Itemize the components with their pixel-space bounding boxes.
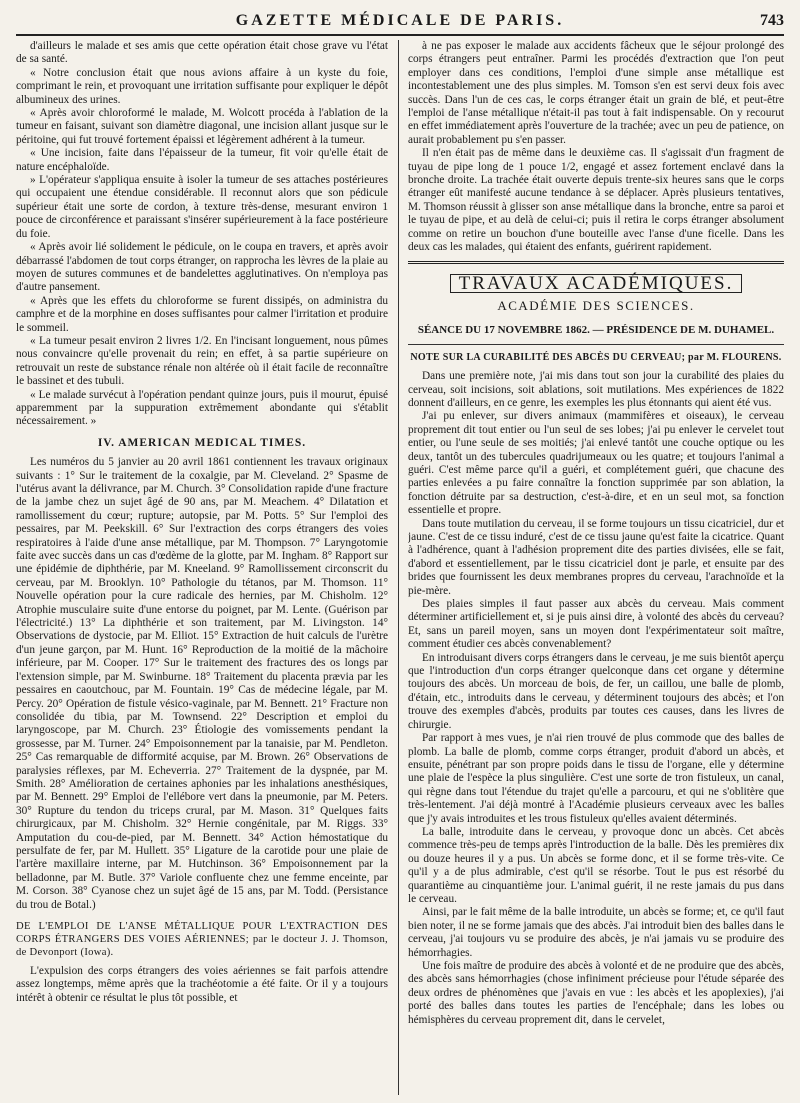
- article-title: DE L'EMPLOI DE L'ANSE MÉTALLIQUE POUR L'EXTRACTION DES CORPS ÉTRANGERS DES VOIES AÉRIENNES;: [16, 921, 388, 945]
- paragraph: Ainsi, par le fait même de la balle introduite, un abcès se forme; et, ce qu'il faut bien noter, il ne se forme jamais que des abcès. J'ai introduit bien des balles dans le cerveau, j'ai toujours vu se produire des abcès, je n'ai jamais vu se produire des hémorrhagies.: [408, 906, 784, 959]
- paragraph: Il n'en était pas de même dans le deuxième cas. Il s'agissait d'un fragment de tuyau de pipe long de 1 pouce 1/2, engagé et assez fortement enclavé dans la bronche droite. La trachée était ouverte depuis trente-six heures sans que le corps étranger eût manifesté aucune tendance à se déplacer. Après plusieurs tentatives, M. Thomson réussit à glisser son anse métallique dans la bronche, entre sa paroi et le tuyau de pipe, et au delà de celui-ci; puis il retira le corps étranger absolument comme on retire un bouchon d'une bouteille avec l'anse d'une ficelle. Dans les deux cas les malades, qui étaient des enfants, guérirent rapidement.: [408, 147, 784, 254]
- paragraph: « La tumeur pesait environ 2 livres 1/2. En l'incisant longuement, nous pûmes nous convaincre qu'elle provenait du rein; en effet, à sa partie supérieure on retrouvait un reste de substance rénale non altérée où il était facile de reconnaître le bassinet et des tubuli.: [16, 334, 388, 388]
- section-divider: [408, 261, 784, 264]
- paragraph: La balle, introduite dans le cerveau, y provoque donc un abcès. Cet abcès commence très-peu de temps après l'introduction de la balle. Dès les premières dix ou douze heures il y a pus. Un abcès se forme donc, et il se forme très-vite. Ce qu'il y a de plus admirable, c'est qu'il se résorbe. Tout le pus est résorbé du quarantième au cinquantième jour. L'animal guérit, il ne reste jamais du pus dans le cerveau.: [408, 825, 784, 905]
- seance-line: SÉANCE DU 17 NOVEMBRE 1862. — PRÉSIDENCE DE M. DUHAMEL.: [408, 324, 784, 344]
- column-rule: [398, 40, 399, 1095]
- paragraph: L'expulsion des corps étrangers des voies aériennes se fait parfois attendre assez longtemps, même après que la trachéotomie a été faite. Or il y a toujours intérêt à obtenir ce résultat le plus tôt possible, et: [16, 965, 388, 1004]
- paragraph: En introduisant divers corps étrangers dans le cerveau, je me suis bientôt aperçu que l'introduction d'un corps étranger quelconque dans cet organe y détermine toujours des abcès. Un morceau de bois, de fer, un caillou, une balle de plomb, d'étain, etc., introduits dans le cerveau, y déterminent toujours des abcès; et l'on trouve des exemples d'abcès, produits par toutes ces causes, dans les livres de chirurgie.: [408, 651, 784, 731]
- note-title: NOTE SUR LA CURABILITÉ DES ABCÈS DU CERVEAU; par M. FLOURENS.: [410, 351, 782, 363]
- paragraph: « Après que les effets du chloroforme se furent dissipés, on administra du camphre et de la morphine en doses suffisantes pour calmer l'irritation et produire le sommeil.: [16, 294, 388, 334]
- page-header: [16, 10, 784, 36]
- article-author: par le docteur J. J. Thomson, de Devonport (Iowa).: [16, 934, 388, 958]
- page-number: 743: [760, 12, 784, 29]
- paragraph: Dans toute mutilation du cerveau, il se forme toujours un tissu cicatriciel, dur et jaune. C'est de ce tissu induré, c'est de ce tissu jaune qu'est faite la cicatrice. Quant à l'adhérence, quant à l'adhésion proprement dite des parties divisées, elle se fait, d'abord et essentiellement, par le tissu cicatriciel dont je parle, et ensuite par des brides que fournissent les deux membranes propres du cerveau, l'arachnoïde et la pie-mère.: [408, 517, 784, 597]
- paragraph: d'ailleurs le malade et ses amis que cette opération était chose grave vu l'état de sa santé.: [16, 40, 388, 66]
- right-bottom-text: [408, 370, 784, 1027]
- academie-heading: ACADÉMIE DES SCIENCES.: [497, 297, 695, 313]
- paragraph: Dans une première note, j'ai mis dans tout son jour la curabilité des plaies du cerveau, soit incisions, soit ablations, soit mutilations. Mes expériences de 1822 donnent d'ailleurs, en ce genre, les exemples les plus étonnants qui aient été vus.: [408, 370, 784, 409]
- left-bottom-text: [16, 965, 388, 1005]
- right-top-text: [408, 40, 784, 255]
- paragraph: Par rapport à mes vues, je n'ai rien trouvé de plus commode que des balles de plomb. La balle de plomb, comme corps étranger, produit d'abord un abcès, et ensuite, pénétrant par son propre poids dans le tissu de l'organe, elle y détermine une plaie de l'espèce la plus singulière. C'est une sorte de tron fistuleux, un canal, qui règne dans tout l'étendue du trajet qu'elle a parcouru, et qui ne s'oblitère que très-lentement. J'ai déjà montré à l'Académie plusieurs cerveaux avec les balles que j'y avais introduites et les trous fistuleux qu'elles avaient déterminés.: [408, 732, 784, 825]
- anse-metallique-title: [16, 920, 388, 959]
- columns: [16, 40, 784, 1095]
- journal-title: GAZETTE MÉDICALE DE PARIS.: [235, 12, 565, 29]
- right-column: [408, 40, 784, 1095]
- american-times-paragraph: Les numéros du 5 janvier au 20 avril 1861 contiennent les travaux originaux suivants : 1° Sur le traitement de la coxalgie, par M. Cleveland. 2° Spasme de l'utérus avant la délivrance, par M. Church. 3° Consolidation rapide d'une fracture de la jambe chez un sujet âgé de 90 ans, par M. Meachem. 4° Dilatation et ramollissement du cœur; rupture; autopsie, par M. Potts. 5° Sur l'emploi des pessaires, par M. Peekskill. 6° Sur l'extraction des corps étrangers des voies respiratoires à l'aide d'une anse métallique, par M. Thompson. 7° Laryngotomie faite avec succès dans un cas d'œdème de la glotte, par M. Ingham. 8° Rapport sur une épidémie de diphthérie, par M. Kneeland. 9° Ramollissement circonscrit du cerveau, par M. Brooklyn. 10° Pathologie du tétanos, par M. Thomson. 11° Nouvelle opération pour la cure radicale des hernies, par M. Chisholm. 12° Atrophie musculaire suite d'une entorse du poignet, par M. Lente. (Guérison par l'électricité.) 13° La diphthérie et son traitement, par M. Livingston. 14° Observations de dystocie, par M. Elliot. 15° Extraction de huit calculs de l'urètre d'un jeune garçon, par M. Hunt. 16° Reproduction de la moitié de la mâchoire inférieure, par M. Cooper. 17° Sur le traitement des fractures des os longs par l'extension simple, par M. Swinburne. 18° Traitement du placenta prævia par les pessaires en caoutchouc, par M. Fountain. 19° Cas de médecine légale, par M. Percy. 20° Opération de fistule vésico-vaginale, par M. Bennett. 21° Fracture non consolidée du tibia, par M. Townsend. 22° Description et emploi du laryngoscope, par M. Church. 23° Étiologie des vomissements pendant la grossesse, par M. Turner. 24° Empoisonnement par la tanaisie, par M. Pendleton. 25° Cas remarquable de difformité acquise, par M. Brown. 26° Observations de paralysies réflexes, par M. Echeverria. 27° Traitement de la dyspnée, par M. Smith. 28° Amélioration de certaines aphonies par les inhalations anesthésiques, par M. Bennett. 29° Emploi de l'ellébore vert dans la pneumonie, par M. Peters. 30° Rupture du tendon du triceps crural, par M. Mason. 31° Quelques faits chirurgicaux, par M. Chisholm. 32° Hernie congénitale, par M. Riggs. 33° Amputation du cou-de-pied, par M. Bennett. 34° Action hémostatique du persulfate de fer, par M. Hullett. 35° Ligature de la carotide pour une plaie de l'artère maxillaire interne, par M. Hutchinson. 36° Empoisonnement par la belladonne, par M. Butle. 37° Variole confluente chez une femme enceinte, par M. Corson. 38° Cyanose chez un sujet âgé de 15 ans, par M. Todd. (Persistance du trou de Botal.): [16, 456, 388, 911]
- paragraph: J'ai pu enlever, sur divers animaux (mammifères et oiseaux), le cerveau proprement dit tout entier ou l'un seul de ses lobes; j'ai pu enlever le cervelet tout entier, ou l'une seule de ses moitiés; j'ai enlevé tantôt une couche optique ou les deux, tantôt un des tubercules quadrijumeaux ou les quatre; et toujours l'animal a guéri. C'est même parce qu'il a guéri, et complétement guéri, que chacune des parties enlevées a pu faire connaître la fonction supprimée par son ablation, la fonction détruite par sa destruction, c'est-à-dire, et en un seul mot, sa fonction essentielle et propre.: [408, 410, 784, 517]
- paragraph: « Après avoir lié solidement le pédicule, on le coupa en travers, et après avoir débarrassé l'abdomen de tout corps étranger, on rapprocha les lèvres de la plaie au moyen de sutures communes et de bandelettes agglutinatives. On n'employa pas d'autre pansement.: [16, 241, 388, 294]
- american-medical-times-heading: IV. AMERICAN MEDICAL TIMES.: [97, 436, 307, 449]
- paragraph: Des plaies simples il faut passer aux abcès du cerveau. Mais comment déterminer artificiellement et, si je puis ainsi dire, à volonté des abcès du cerveau? Et, sans un pareil moyen, sans un moyen dont l'expérimentateur soit maître, comment étudier ces abcès convenablement?: [408, 598, 784, 651]
- paragraph: « Une incision, faite dans l'épaisseur de la tumeur, fit voir qu'elle était de nature encéphaloïde.: [16, 147, 388, 173]
- paragraph: « Le malade survécut à l'opération pendant quinze jours, puis il mourut, épuisé apparemment par la suppuration extrêmement abondante qui s'établit nécessairement. »: [16, 388, 388, 428]
- travaux-academiques-heading: [408, 274, 784, 293]
- paragraph: « Après avoir chloroformé le malade, M. Wolcott procéda à l'ablation de la tumeur en faisant, suivant son diamètre diagonal, une incision allant jusque sur le péritoine, qui fut trouvé fortement épaissi et légèrement adhérent à la tumeur.: [16, 107, 388, 146]
- newspaper-page: [16, 10, 784, 1095]
- paragraph: Une fois maître de produire des abcès à volonté et de ne produire que des abcès, des abcès sans hémorrhagies (chose infiniment précieuse pour l'étude séparée des deux ordres de phénomènes que j'avais en vue : les abcès et les apoplexies), j'ai porté des balles dans toutes les parties de l'encéphale; dans les lobes ou hémisphères du cerveau proprement dit, dans le cervelet,: [408, 960, 784, 1026]
- left-top-text: [16, 40, 388, 429]
- left-column: [16, 40, 388, 1095]
- paragraph: à ne pas exposer le malade aux accidents fâcheux que le séjour prolongé des corps étrangers peut entraîner. Parmi les procédés d'extraction que l'on peut employer dans ces conditions, l'emploi d'une simple anse métallique est incontestablement une des plus simples. M. Tomson s'en est servi deux fois avec succès. Dans l'un de ces cas, le corps étranger était un grain de blé, et peut-être l'emploi de l'anse métallique n'était-il pas tout à fait indispensable. On y recourut en effet immédiatement après l'ouverture de la trachée; avec un peu de patience, on aurait probablement pu s'en passer.: [408, 40, 784, 146]
- paragraph: « Notre conclusion était que nous avions affaire à un kyste du foie, comprimant le rein, et provoquant une irritation suffisante pour expliquer le dépôt albumineux des urines.: [16, 66, 388, 106]
- paragraph: » L'opérateur s'appliqua ensuite à isoler la tumeur de ses attaches postérieures qui occupaient une étendue considérable. Il reconnut alors que son pédicule supérieur était une sorte de cordon, à texture très-dense, mesurant environ 1 pouce de circonférence et paraissant s'insérer supérieurement à la face postérieure du foie.: [16, 174, 388, 240]
- boxed-title: TRAVAUX ACADÉMIQUES.: [450, 274, 743, 293]
